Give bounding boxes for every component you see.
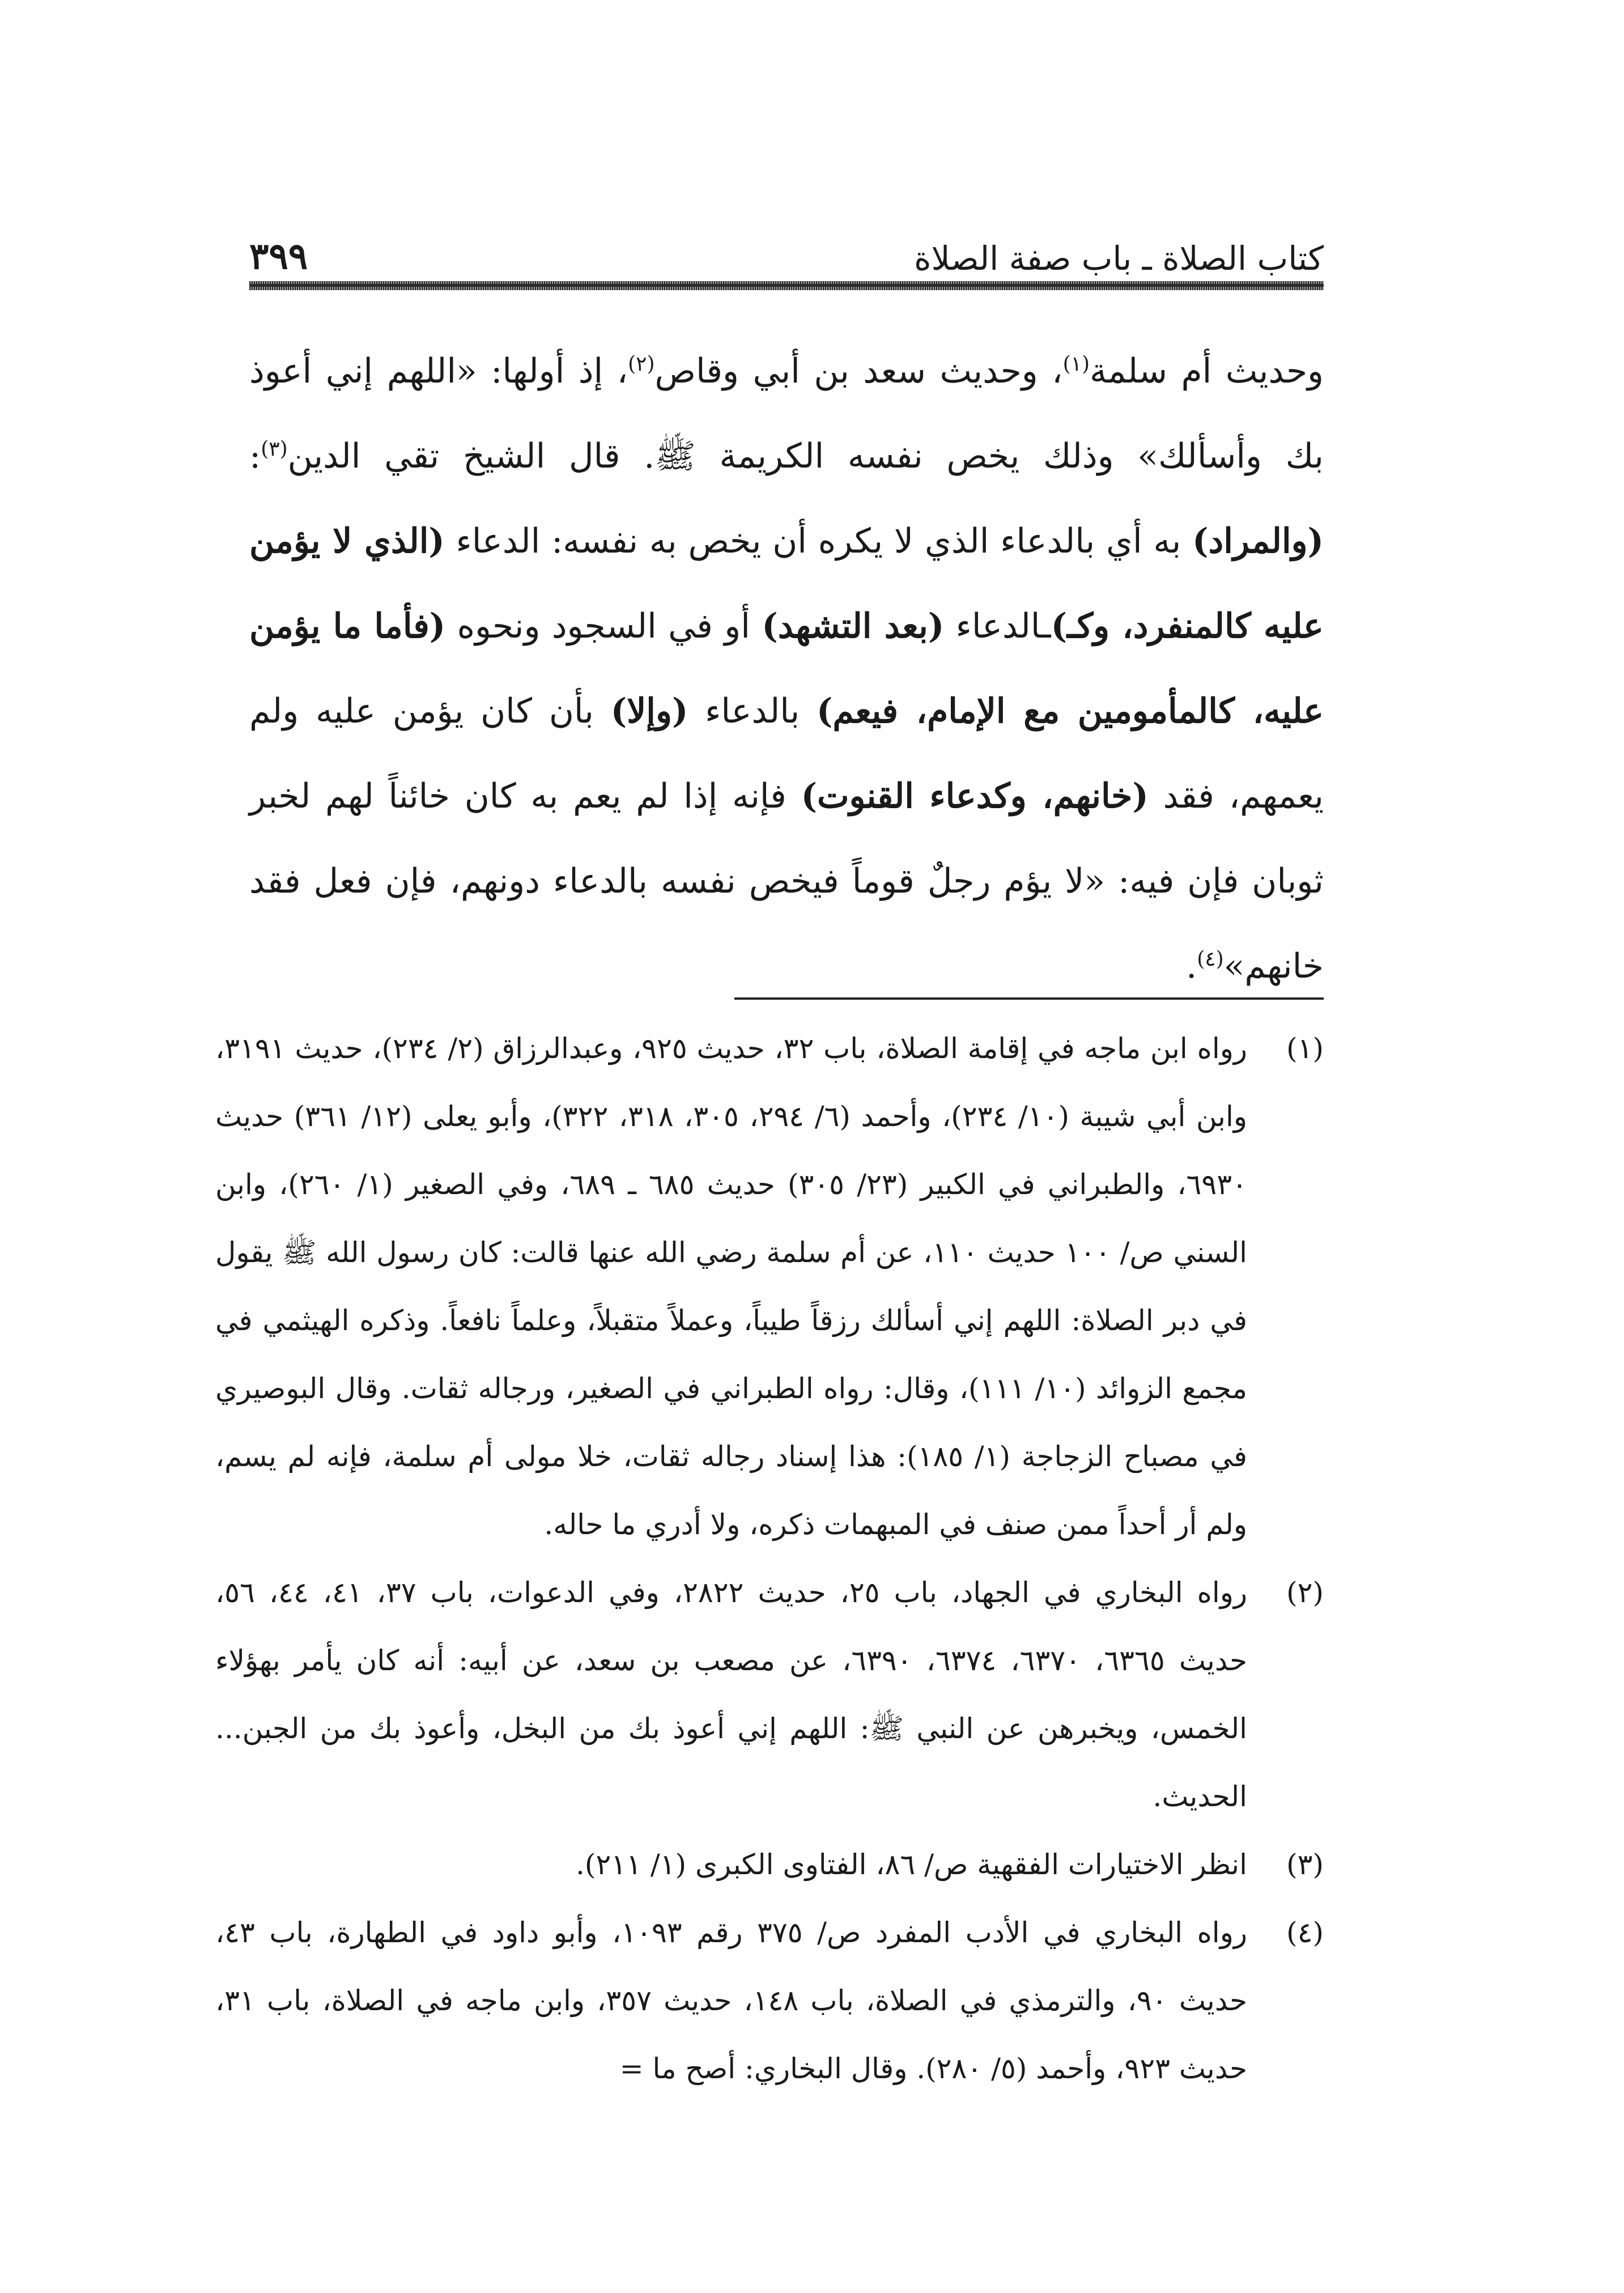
footnote-3 <box>215 1831 1324 1899</box>
page-number: ٣٩٩ <box>249 235 308 278</box>
footnote-text: رواه ابن ماجه في إقامة الصلاة، باب ٣٢، حديث ٩٢٥، وعبدالرزاق (٢/ ٢٣٤)، حديث ٣١٩١، وابن أبي شيبة (١٠/ ٢٣٤)، وأحمد (٦/ ٢٩٤، ٣٠٥، ٣١٨، ٣٢٢)، وأبو يعلى (١٢/ ٣٦١) حديث ٦٩٣٠، والطبراني في الكبير (٢٣/ ٣٠٥) حديث ٦٨٥ ـ ٦٨٩، وفي الصغير (١/ ٢٦٠)، وابن السني ص/ ١٠٠ حديث ١١٠، عن أم سلمة رضي الله عنها قالت: كان رسول الله ﷺ يقول في دبر الصلاة: اللهم إني أسألك رزقاً طيباً، وعملاً متقبلاً، وعلماً نافعاً. وذكره الهيثمي في مجمع الزوائد (١٠/ ١١١)، وقال: رواه الطبراني في الصغير، ورجاله ثقات. وقال البوصيري في مصباح الزجاجة (١/ ١٨٥): هذا إسناد رجاله ثقات، خلا مولى أم سلمة، فإنه لم يسم، ولم أر أحداً ممن صنف في المبهمات ذكره، ولا أدري ما حاله. <box>215 1032 1248 1541</box>
matn-text: (الذي لا يؤمن عليه كالمنفرد، وكـ) <box>249 521 1324 646</box>
text-run: ، وحديث سعد بن أبي وقاص <box>654 351 1063 391</box>
footnote-marker: (٢) <box>628 353 655 376</box>
text-run: بالدعاء <box>688 691 817 731</box>
footnote-separator <box>734 997 1324 1000</box>
text-run: ـالدعاء <box>944 606 1051 646</box>
footnote-marker: (٤) <box>1197 948 1224 971</box>
matn-text: (فأما ما يؤمن عليه، كالمأمومين مع الإمام، فيعم) <box>249 606 1324 731</box>
main-paragraph <box>249 329 1324 1009</box>
footnote-2 <box>215 1559 1324 1831</box>
footnote-number: (٤) <box>1286 1916 1324 1949</box>
matn-text: (خانهم، وكدعاء القنوت) <box>801 776 1149 816</box>
footnote-number: (٣) <box>1286 1848 1324 1881</box>
matn-text: (والمراد) <box>1192 521 1324 561</box>
header-title: كتاب الصلاة ـ باب صفة الصلاة <box>914 239 1324 278</box>
footnote-4 <box>215 1899 1324 2103</box>
footnote-number: (١) <box>1286 1032 1324 1065</box>
header-rule <box>249 281 1324 290</box>
footnote-marker: (١) <box>1062 353 1090 376</box>
footnote-text: رواه البخاري في الأدب المفرد ص/ ٣٧٥ رقم ١٠٩٣، وأبو داود في الطهارة، باب ٤٣، حديث ٩٠، والترمذي في الصلاة، باب ١٤٨، حديث ٣٥٧، وابن ماجه في الصلاة، باب ٣١، حديث ٩٢٣، وأحمد (٥/ ٢٨٠). وقال البخاري: أصح ما = <box>215 1916 1248 2085</box>
text-run: به أي بالدعاء الذي لا يكره أن يخص به نفسه: الدعاء <box>444 521 1193 561</box>
footnote-text: انظر الاختيارات الفقهية ص/ ٨٦، الفتاوى الكبرى (١/ ٢١١). <box>576 1848 1247 1881</box>
matn-text: (بعد التشهد) <box>762 606 945 646</box>
text-run: فإنه إذا لم يعم به كان خائناً لهم لخبر ثوبان فإن فيه: «لا يؤم رجلٌ قوماً فيخص نفسه بالدعاء دونهم، فإن فعل فقد خانهم» <box>249 776 1324 986</box>
text-run: ، إذ أولها: «اللهم إني أعوذ بك وأسألك» وذلك يخص نفسه الكريمة ﷺ. قال الشيخ تقي الدين <box>249 351 1324 476</box>
matn-text: (وإلا) <box>610 691 688 731</box>
text-run: بأن كان يؤمن عليه ولم يعمهم، فقد <box>249 691 1324 816</box>
running-head <box>249 215 1324 278</box>
footnote-number: (٢) <box>1286 1576 1324 1609</box>
main-text <box>249 329 1324 1009</box>
text-run: أو في السجود ونحوه <box>445 606 762 646</box>
footnote-marker: (٣) <box>261 438 288 461</box>
text-run: . <box>1186 946 1197 986</box>
footnotes <box>215 1014 1324 2103</box>
text-run: وحديث أم سلمة <box>1090 351 1324 391</box>
footnote-text: رواه البخاري في الجهاد، باب ٢٥، حديث ٢٨٢٢، وفي الدعوات، باب ٣٧، ٤١، ٤٤، ٥٦، حديث ٦٣٦٥، ٦٣٧٠، ٦٣٧٤، ٦٣٩٠، عن مصعب بن سعد، عن أبيه: أنه كان يأمر بهؤلاء الخمس، ويخبرهن عن النبي ﷺ: اللهم إني أعوذ بك من البخل، وأعوذ بك من الجبن... الحديث. <box>215 1576 1248 1813</box>
text-run: : <box>249 436 261 476</box>
footnote-1 <box>215 1014 1324 1559</box>
